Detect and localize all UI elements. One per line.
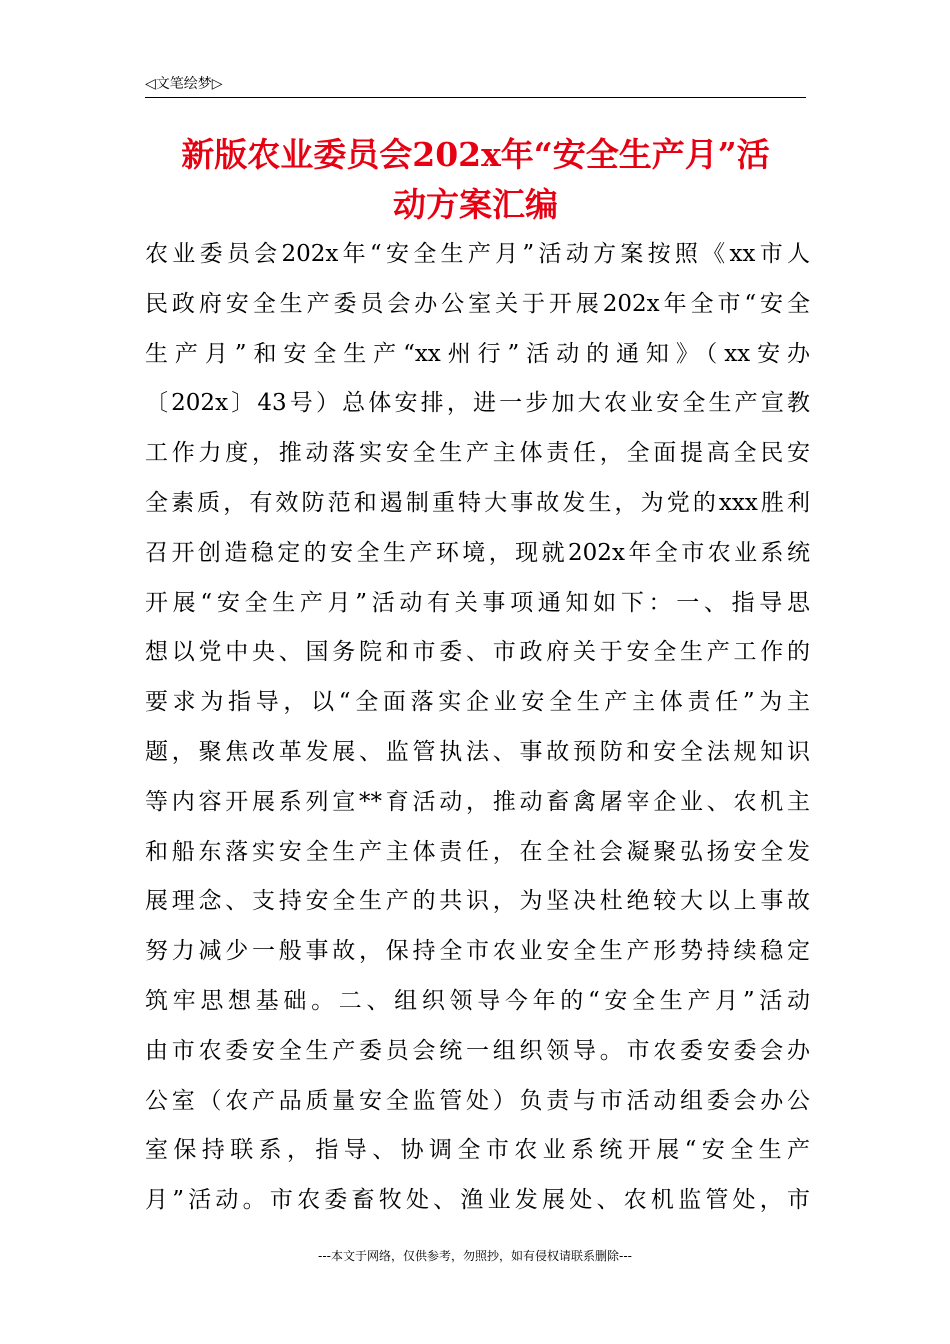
body-line: 〔202x〕43号）总体安排，进一步加大农业安全生产宣教: [145, 390, 810, 417]
body-line: 筑牢思想基础。二、组织领导今年的“安全生产月”活动: [145, 987, 810, 1014]
body-line: 想以党中央、国务院和市委、市政府关于安全生产工作的: [145, 639, 810, 666]
title-line-1: 新版农业委员会202x年“安全生产月”活: [181, 135, 770, 174]
body-line: 等内容开展系列宣**育活动，推动畜禽屠宰企业、农机主: [145, 788, 810, 815]
footer-disclaimer: ---本文于网络，仅供参考，勿照抄，如有侵权请联系删除---: [318, 1249, 632, 1263]
body-line: 和船东落实安全生产主体责任，在全社会凝聚弘扬安全发: [145, 838, 810, 865]
body-line: 生产月”和安全生产“xx州行”活动的通知》（xx安办: [145, 340, 810, 367]
body-line: 展理念、支持安全生产的共识，为坚决杜绝较大以上事故: [145, 888, 810, 915]
document-title: [145, 130, 806, 230]
body-line: 月”活动。市农委畜牧处、渔业发展处、农机监管处，市: [145, 1187, 810, 1214]
body-line: 召开创造稳定的安全生产环境，现就202x年全市农业系统: [145, 539, 810, 566]
body-line: 努力减少一般事故，保持全市农业安全生产形势持续稳定: [145, 938, 810, 965]
body-line: 室保持联系，指导、协调全市农业系统开展“安全生产: [145, 1137, 810, 1164]
body-line: 由市农委安全生产委员会统一组织领导。市农委安委会办: [145, 1037, 810, 1064]
body-line: 工作力度，推动落实安全生产主体责任，全面提高全民安: [145, 440, 810, 467]
body-line: 农业委员会202x年“安全生产月”活动方案按照《xx市人: [145, 241, 810, 267]
body-line: 全素质，有效防范和遏制重特大事故发生，为党的xxx胜利: [145, 489, 810, 516]
body-line: 开展“安全生产月”活动有关事项通知如下：一、指导思: [145, 589, 810, 616]
title-line-2: 动方案汇编: [393, 185, 558, 224]
header-divider: [145, 97, 806, 98]
body-line: 公室（农产品质量安全监管处）负责与市活动组委会办公: [145, 1087, 810, 1114]
header-brand: ◁文笔绘梦▷: [145, 76, 223, 92]
body-line: 民政府安全生产委员会办公室关于开展202x年全市“安全: [145, 290, 810, 317]
body-line: 题，聚焦改革发展、监管执法、事故预防和安全法规知识: [145, 738, 810, 765]
body-line: 要求为指导，以“全面落实企业安全生产主体责任”为主: [145, 689, 810, 716]
document-body: [145, 230, 810, 1226]
